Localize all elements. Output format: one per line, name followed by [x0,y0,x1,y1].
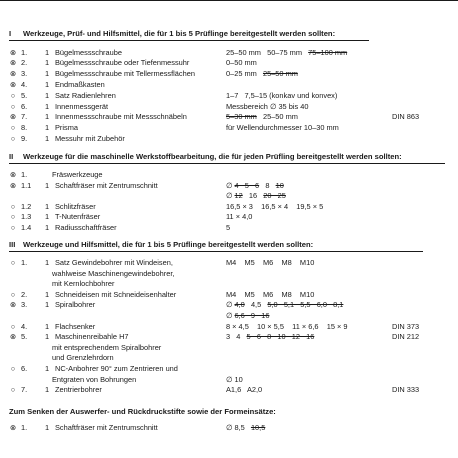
item-quantity: 1 [45,212,50,222]
spec-value: Messbereich ∅ 35 bis 40 [226,101,309,111]
list-item [0,301,458,310]
section-underline [9,40,369,41]
spec-value: 5 [226,223,231,232]
item-description: Schaftfräser mit Zentrumschnitt [55,180,158,190]
struck-spec-value: 4,0 [234,300,245,310]
crossed-circle-icon: ⊗ [9,112,17,122]
circle-icon: ○ [10,223,16,232]
spec-value: 16 [242,191,264,201]
list-item [0,376,458,385]
item-number: 9. [21,133,28,143]
item-description: Maschinenreibahle H7 [55,332,129,342]
item-number: 1. [21,170,28,179]
item-spec [226,224,230,231]
list-item [0,70,458,79]
list-item [0,103,458,112]
item-quantity: 1 [45,79,50,89]
item-number: 6. [21,364,28,373]
list-item [0,171,458,180]
item-description: Schlitzfräser [55,201,96,211]
item-description: Endmaßkasten [55,79,105,89]
circle-icon: ○ [10,321,16,331]
item-description: Satz Radienlehren [55,90,116,100]
item-description: mit Kernlochbohrer [52,279,115,289]
item-number: 4. [21,79,28,89]
list-item [0,224,458,233]
struck-spec-value: 10,5 [250,423,266,432]
item-number: 1.2 [21,201,32,211]
item-quantity: 1 [45,101,50,111]
spec-value: 3 4 [226,332,247,342]
list-item [0,203,458,212]
spec-value: ∅ [226,180,235,190]
section-heading-3 [9,241,313,249]
item-spec [226,323,348,330]
list-item [0,354,458,363]
item-spec [226,386,262,393]
list-item [0,81,458,90]
item-number: 5. [21,90,28,100]
crossed-circle-icon: ⊗ [9,300,17,310]
item-description: Bügelmessschraube mit Tellermessflächen [55,69,195,79]
list-item [0,344,458,353]
item-spec [226,203,323,210]
struck-spec-value: 20 25 [263,191,286,201]
item-description: Satz Gewindebohrer mit Windeisen, [55,258,173,267]
list-item [0,386,458,395]
item-number: 4. [21,321,28,331]
item-description: Entgraten von Bohrungen [52,374,137,384]
struck-spec-value: 4 5 6 [234,180,260,190]
item-spec [226,70,298,77]
section-title: Werkzeuge, Prüf- und Hilfsmittel, die für 1 bis 5 Prüflinge bereitgestellt werden sollten: [23,29,336,38]
item-description: wahlweise Maschinengewindebohrer, [52,268,175,278]
item-description: Spiralbohrer [55,300,96,310]
item-number: 1.4 [21,223,32,232]
list-item [0,365,458,374]
item-quantity: 1 [45,300,50,310]
list-item [0,213,458,222]
top-rule [0,0,458,1]
spec-value: 11 × 4,0 [226,212,253,222]
section-heading-4 [9,408,276,416]
item-number: 1.1 [21,180,32,190]
item-quantity: 1 [45,180,50,190]
circle-icon: ○ [10,289,16,299]
list-item [0,124,458,133]
list-item [0,291,458,300]
list-item [0,323,458,332]
list-item [0,135,458,144]
item-spec [226,49,347,56]
crossed-circle-icon: ⊗ [9,180,17,190]
din-standard: DIN 333 [392,385,420,395]
circle-icon: ○ [10,123,16,133]
list-item [0,113,458,122]
item-description: Innenmessschraube mit Messschnäbeln [55,112,187,122]
spec-value: M4 M5 M6 M8 M10 [226,289,315,299]
struck-spec-value: 5–30 mm [226,112,257,122]
item-number: 1. [21,423,28,432]
spec-value: 0–50 mm [226,58,257,68]
item-spec [226,291,314,298]
list-item [0,270,458,279]
item-description: Messuhr mit Zubehör [55,133,125,143]
item-spec [226,92,337,99]
spec-value: ∅ 10 [226,374,243,384]
list-item [0,182,458,191]
item-spec [226,259,314,266]
circle-icon: ○ [10,101,16,111]
item-quantity: 1 [45,123,50,133]
spec-value: 8 × 4,5 10 × 5,5 11 × 6,6 15 × 9 [226,321,348,331]
list-item [0,59,458,68]
item-description: Zentrierbohrer [55,385,102,395]
item-quantity: 1 [45,201,50,211]
item-quantity: 1 [45,364,50,373]
item-quantity: 1 [45,423,50,432]
item-spec [226,424,265,431]
item-number: 2. [21,289,28,299]
item-description: mit entsprechendem Spiralbohrer [52,342,162,352]
item-quantity: 1 [45,332,50,342]
item-number: 3. [21,69,28,79]
spec-value: 16,5 × 3 16,5 × 4 19,5 × 5 [226,201,324,211]
spec-value: ∅ 8,5 [226,423,251,432]
section-underline [9,251,423,252]
crossed-circle-icon: ⊗ [9,332,17,342]
item-description: Prisma [55,123,78,133]
item-description: Innenmessgerät [55,101,108,111]
item-description: Fräswerkzeuge [52,170,103,179]
item-spec [226,59,257,66]
spec-value: 25–50 mm 50–75 mm [226,47,309,57]
item-spec [226,124,339,131]
item-quantity: 1 [45,133,50,143]
item-number: 1.3 [21,212,32,222]
section-numeral: I [9,29,12,38]
struck-spec-value: 12 [234,191,243,201]
item-quantity: 1 [45,385,50,395]
circle-icon: ○ [10,133,16,143]
item-quantity: 1 [45,321,50,331]
crossed-circle-icon: ⊗ [9,47,17,57]
din-standard: DIN 373 [392,321,420,331]
circle-icon: ○ [10,212,16,222]
section-numeral: II [9,152,14,161]
list-item [0,192,458,201]
item-number: 7. [21,385,28,395]
item-description: Bügelmessschraube [55,47,122,57]
item-description: Flachsenker [55,321,96,331]
din-standard: DIN 863 [392,112,420,122]
item-description: T-Nutenfräser [55,212,101,222]
section-title: Werkzeuge und Hilfsmittel, die für 1 bis 5 Prüflinge bereitgestellt werden sollten: [23,240,314,249]
item-number: 5. [21,332,28,342]
item-quantity: 1 [45,258,50,267]
struck-spec-value: 6,6 9 16 [234,311,270,320]
item-quantity: 1 [45,69,50,79]
item-spec [226,333,314,340]
section-heading-2 [9,153,402,161]
item-description: Bügelmessschraube oder Tiefenmessuhr [55,58,190,68]
circle-icon: ○ [10,385,16,395]
section-heading-1 [9,30,335,38]
item-number: 6. [21,101,28,111]
spec-value: 4,5 [244,300,268,310]
circle-icon: ○ [10,364,16,373]
item-description: Schneideisen mit Schneideisenhalter [55,289,177,299]
struck-spec-value: 5,0 5,1 5,5 6,0 8,1 [267,300,344,310]
list-item [0,259,458,268]
struck-spec-value: 75–100 mm [308,47,348,57]
item-number: 7. [21,112,28,122]
item-quantity: 1 [45,289,50,299]
spec-value: M4 M5 M6 M8 M10 [226,258,315,267]
circle-icon: ○ [10,258,16,267]
item-quantity: 1 [45,47,50,57]
item-description: Radiusschaftfräser [55,223,117,232]
item-number: 2. [21,58,28,68]
item-quantity: 1 [45,58,50,68]
item-spec [226,376,243,383]
crossed-circle-icon: ⊗ [9,170,17,179]
struck-spec-value: 25–50 mm [262,69,298,79]
crossed-circle-icon: ⊗ [9,79,17,89]
spec-value: 8 [259,180,276,190]
list-item [0,280,458,289]
item-number: 3. [21,300,28,310]
crossed-circle-icon: ⊗ [9,58,17,68]
list-item [0,92,458,101]
spec-value: ∅ [226,311,235,320]
item-number: 8. [21,123,28,133]
item-description: Schaftfräser mit Zentrumschnitt [55,423,158,432]
section-underline [9,163,445,164]
item-spec [226,113,298,120]
list-item [0,312,458,321]
circle-icon: ○ [10,201,16,211]
item-number: 1. [21,258,28,267]
spec-value: 25–50 mm [256,112,298,122]
item-spec [226,192,286,199]
item-quantity: 1 [45,223,50,232]
item-spec [226,213,252,220]
item-quantity: 1 [45,112,50,122]
crossed-circle-icon: ⊗ [9,423,17,432]
crossed-circle-icon: ⊗ [9,69,17,79]
spec-value: 1–7 7,5–15 (konkav und konvex) [226,90,338,100]
section-title: Werkzeuge für die maschinelle Werkstoffbearbeitung, die für jeden Prüfling bereitgestellt werden sollten: [23,152,402,161]
item-spec [226,103,308,110]
spec-value: ∅ [226,191,235,201]
section-title: Zum Senken der Auswerfer- und Rückdruckstifte sowie der Formeinsätze: [9,407,276,416]
item-spec [226,312,269,319]
item-quantity: 1 [45,90,50,100]
spec-value: für Wellendurchmesser 10–30 mm [226,123,339,133]
circle-icon: ○ [10,90,16,100]
item-description: und Grenzlehrdorn [52,353,114,363]
section-numeral: III [9,240,16,249]
list-item [0,333,458,342]
spec-value: ∅ [226,300,235,310]
item-spec [226,182,284,189]
item-number: 1. [21,47,28,57]
struck-spec-value: 5 6 8 10 12 16 [246,332,315,342]
list-item [0,49,458,58]
struck-spec-value: 10 [275,180,284,190]
item-description: NC-Anbohrer 90° zum Zentrieren und [55,364,178,373]
spec-value: 0–25 mm [226,69,263,79]
din-standard: DIN 212 [392,332,420,342]
list-item [0,424,458,433]
spec-value: A1,6 A2,0 [226,385,263,395]
item-spec [226,301,343,308]
